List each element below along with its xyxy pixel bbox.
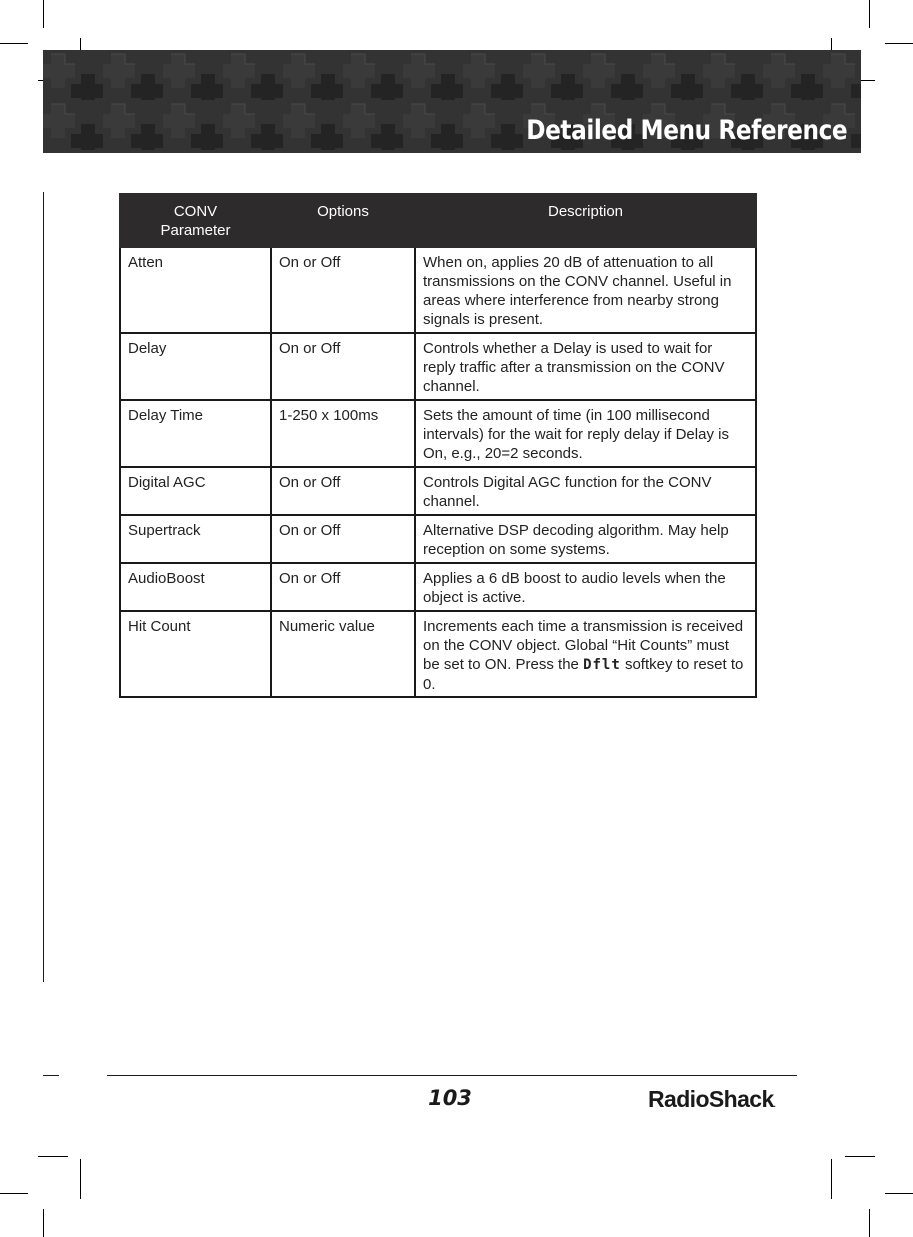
cell-options: Numeric value [271, 611, 415, 697]
description-text: softkey to reset to 0. [423, 656, 744, 693]
brand-name: RadioShack [648, 1086, 774, 1112]
cell-parameter: Atten [120, 247, 271, 333]
table-row [120, 333, 756, 400]
cell-parameter: Hit Count [120, 611, 271, 697]
cell-description [415, 611, 756, 697]
crop-mark [80, 1159, 81, 1199]
cell-options: On or Off [271, 247, 415, 333]
cell-parameter: Digital AGC [120, 467, 271, 515]
cell-options: On or Off [271, 563, 415, 611]
crop-mark [869, 0, 870, 28]
cell-description: Controls Digital AGC function for the CONV channel. [415, 467, 756, 515]
column-header-parameter [120, 194, 271, 247]
column-header-options: Options [271, 194, 415, 247]
footer-rule [107, 1075, 797, 1076]
cell-parameter: Delay [120, 333, 271, 400]
page-title: Detailed Menu Reference [526, 115, 847, 146]
side-rule [43, 192, 44, 982]
crop-mark [0, 43, 28, 44]
description-text: Increments each time a transmission is received on the CONV object. Global “Hit Counts” must be set to ON. Press the [423, 618, 744, 673]
conv-parameter-table [119, 193, 757, 698]
column-header-description: Description [415, 194, 756, 247]
cell-description: Applies a 6 dB boost to audio levels when the object is active. [415, 563, 756, 611]
table-row [120, 400, 756, 467]
crop-mark [885, 43, 913, 44]
brand-logo [648, 1086, 776, 1113]
cell-description: When on, applies 20 dB of attenuation to all transmissions on the CONV channel. Useful in areas where interference from nearby strong signals is present. [415, 247, 756, 333]
cell-parameter: Delay Time [120, 400, 271, 467]
crop-mark [38, 1156, 68, 1157]
crop-mark [885, 1193, 913, 1194]
footer-tick [43, 1075, 59, 1076]
crop-mark [43, 1209, 44, 1237]
crop-mark [831, 1159, 832, 1199]
page-number: 103 [428, 1086, 472, 1110]
softkey-label: Dflt [583, 657, 621, 673]
cell-description: Sets the amount of time (in 100 millisecond intervals) for the wait for reply delay if Delay is On, e.g., 20=2 seconds. [415, 400, 756, 467]
cell-options: On or Off [271, 333, 415, 400]
table-row [120, 515, 756, 563]
crop-mark [43, 0, 44, 28]
cell-options: 1-250 x 100ms [271, 400, 415, 467]
cell-description: Controls whether a Delay is used to wait for reply traffic after a transmission on the CONV channel. [415, 333, 756, 400]
crop-mark [845, 1156, 875, 1157]
crop-mark [0, 1193, 28, 1194]
cell-parameter: AudioBoost [120, 563, 271, 611]
table-row [120, 611, 756, 697]
brand-mark: . [773, 1100, 776, 1109]
cell-options: On or Off [271, 467, 415, 515]
crop-mark [869, 1209, 870, 1237]
cell-parameter: Supertrack [120, 515, 271, 563]
cell-options: On or Off [271, 515, 415, 563]
table-header-row [120, 194, 756, 247]
table-row [120, 467, 756, 515]
cell-description: Alternative DSP decoding algorithm. May help reception on some systems. [415, 515, 756, 563]
column-header-label: CONV Parameter [160, 203, 231, 239]
table-row [120, 563, 756, 611]
table-row [120, 247, 756, 333]
